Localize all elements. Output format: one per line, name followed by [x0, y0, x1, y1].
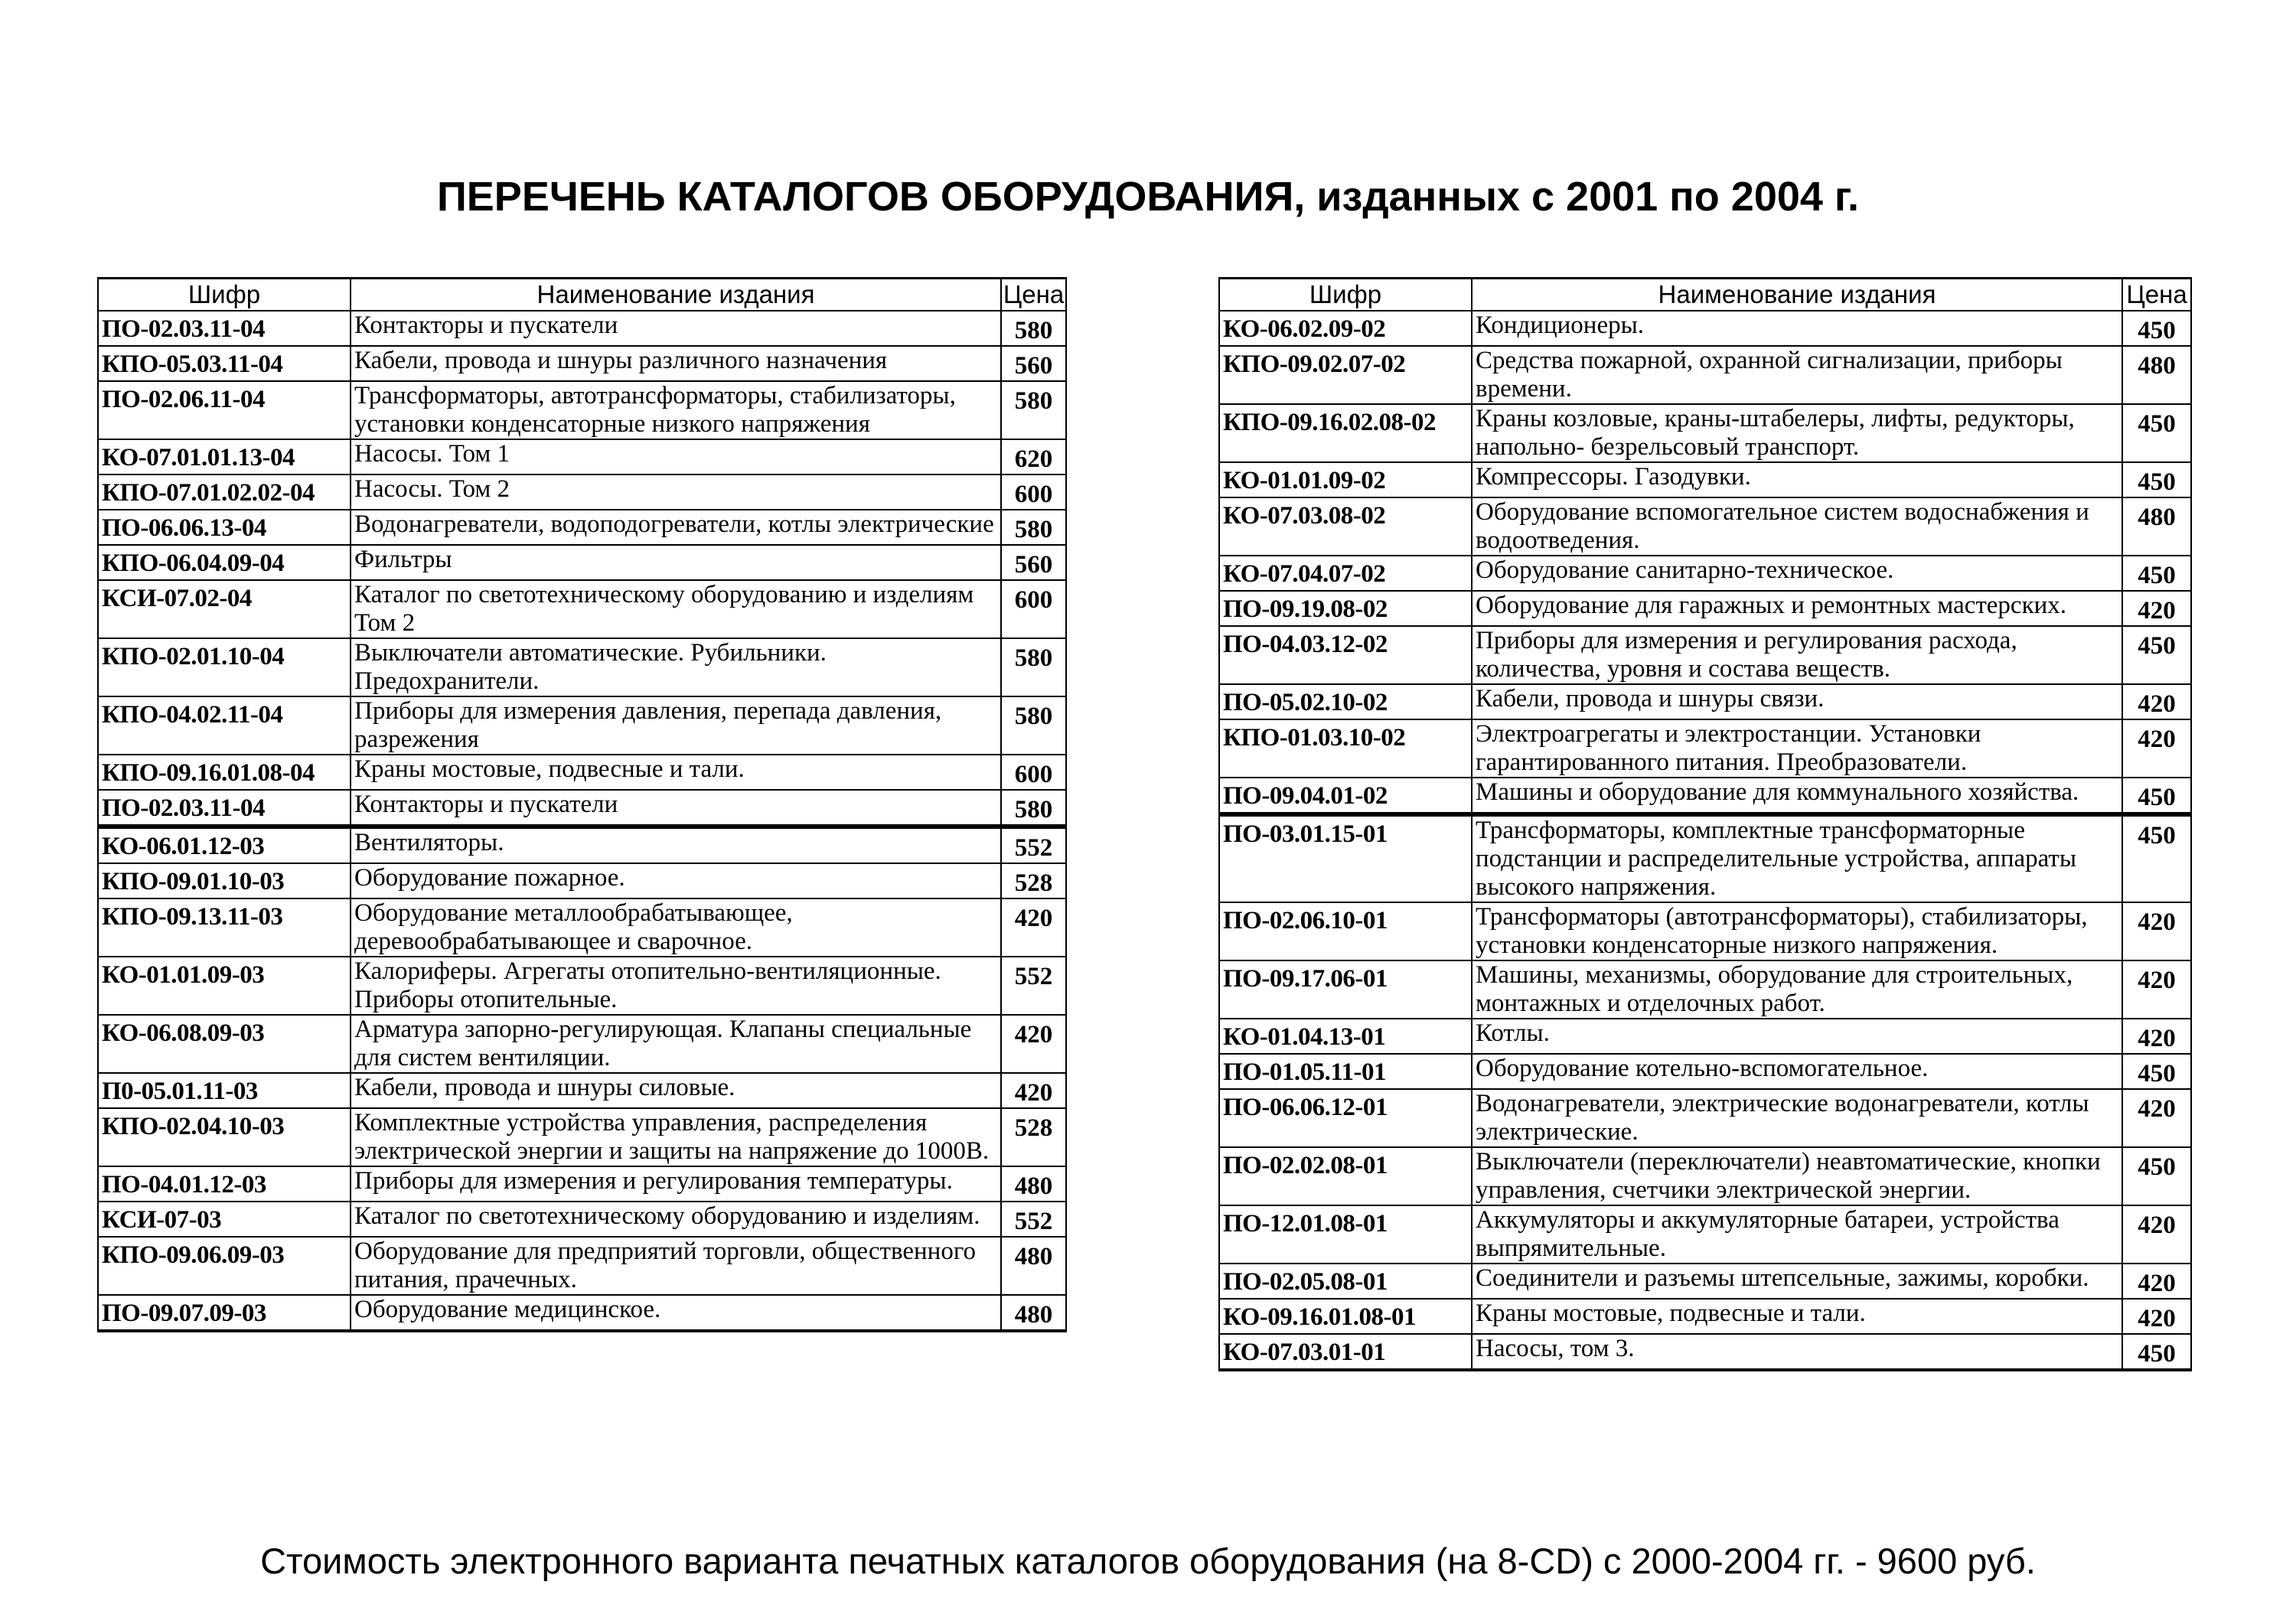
catalog-code: ПО-02.06.11-04	[98, 381, 351, 439]
catalog-name: Насосы, том 3.	[1472, 1334, 2122, 1370]
catalog-code: П0-05.01.11-03	[98, 1073, 351, 1108]
table-row	[1219, 1089, 2191, 1147]
table-row	[98, 1237, 1066, 1295]
catalog-name: Трансформаторы (автотрансформаторы), стабилизаторы, установки конденсаторные низкого напряжения.	[1472, 902, 2122, 960]
catalog-code: КПО-04.02.11-04	[98, 696, 351, 755]
catalog-name: Приборы для измерения и регулирования температуры.	[351, 1166, 1001, 1202]
catalog-code: КО-07.04.07-02	[1219, 556, 1472, 591]
catalog-code: ПО-02.03.11-04	[98, 311, 351, 346]
catalog-price: 450	[2122, 556, 2191, 591]
table-row	[1219, 1054, 2191, 1089]
catalog-code: КО-06.08.09-03	[98, 1015, 351, 1073]
catalog-name: Оборудование для предприятий торговли, общественного питания, прачечных.	[351, 1237, 1001, 1295]
catalog-price: 420	[2122, 1299, 2191, 1334]
catalog-price: 600	[1001, 755, 1066, 790]
catalog-code: КПО-09.13.11-03	[98, 898, 351, 957]
catalog-code: КПО-09.16.02.08-02	[1219, 404, 1472, 462]
catalog-name: Каталог по светотехническому оборудованию и изделиям.	[351, 1202, 1001, 1237]
catalog-table-right	[1218, 277, 2192, 1371]
catalog-name: Оборудование металлообрабатывающее, деревообрабатывающее и сварочное.	[351, 898, 1001, 957]
catalog-price: 552	[1001, 1202, 1066, 1237]
catalog-code: КО-07.03.08-02	[1219, 497, 1472, 556]
table-row	[98, 1202, 1066, 1237]
catalog-name: Контакторы и пускатели	[351, 311, 1001, 346]
table-row	[98, 1295, 1066, 1331]
catalog-price: 580	[1001, 311, 1066, 346]
catalog-code: КО-07.03.01-01	[1219, 1334, 1472, 1370]
catalog-code: КПО-06.04.09-04	[98, 545, 351, 580]
catalog-code: КО-01.01.09-02	[1219, 462, 1472, 497]
catalog-price: 420	[2122, 1205, 2191, 1264]
table-row	[98, 790, 1066, 827]
catalog-code: ПО-02.06.10-01	[1219, 902, 1472, 960]
catalog-table-left	[97, 277, 1067, 1332]
catalog-name: Оборудование для гаражных и ремонтных мастерских.	[1472, 591, 2122, 626]
catalog-code: КПО-09.01.10-03	[98, 863, 351, 898]
catalog-code: КО-01.01.09-03	[98, 957, 351, 1015]
catalog-name: Оборудование медицинское.	[351, 1295, 1001, 1331]
catalog-price: 420	[2122, 902, 2191, 960]
catalog-code: КПО-09.06.09-03	[98, 1237, 351, 1295]
catalog-name: Оборудование котельно-вспомогательное.	[1472, 1054, 2122, 1089]
catalog-price: 420	[2122, 960, 2191, 1019]
catalog-name: Приборы для измерения давления, перепада давления, разрежения	[351, 696, 1001, 755]
table-row	[1219, 556, 2191, 591]
catalog-code: ПО-09.07.09-03	[98, 1295, 351, 1331]
catalog-name: Приборы для измерения и регулирования расхода, количества, уровня и состава веществ.	[1472, 626, 2122, 684]
catalog-name: Средства пожарной, охранной сигнализации, приборы времени.	[1472, 346, 2122, 404]
table-row	[1219, 1264, 2191, 1299]
catalog-code: КПО-01.03.10-02	[1219, 719, 1472, 778]
footer-note: Стоимость электронного варианта печатных каталогов оборудования (на 8-CD) с 2000-2004 гг. - 9600 руб.	[260, 1541, 2036, 1581]
catalog-code: ПО-09.19.08-02	[1219, 591, 1472, 626]
table-row	[98, 1015, 1066, 1073]
catalog-code: ПО-02.03.11-04	[98, 790, 351, 827]
catalog-code: КО-07.01.01.13-04	[98, 439, 351, 474]
header-price: Цена	[2122, 279, 2191, 311]
table-row	[1219, 1205, 2191, 1264]
table-row	[1219, 462, 2191, 497]
catalog-code: КО-06.02.09-02	[1219, 311, 1472, 346]
catalog-price: 552	[1001, 957, 1066, 1015]
table-row	[1219, 404, 2191, 462]
header-code: Шифр	[98, 279, 351, 311]
catalog-price: 450	[2122, 462, 2191, 497]
table-row	[1219, 1147, 2191, 1205]
catalog-code: ПО-04.01.12-03	[98, 1166, 351, 1202]
header-name: Наименование издания	[1472, 279, 2122, 311]
catalog-price: 580	[1001, 381, 1066, 439]
table-row	[98, 827, 1066, 863]
catalog-name: Вентиляторы.	[351, 827, 1001, 863]
catalog-price: 580	[1001, 696, 1066, 755]
catalog-price: 620	[1001, 439, 1066, 474]
header-code: Шифр	[1219, 279, 1472, 311]
catalog-code: ПО-06.06.13-04	[98, 510, 351, 545]
table-header-row	[98, 279, 1066, 311]
catalog-name: Насосы. Том 2	[351, 474, 1001, 510]
table-row	[1219, 778, 2191, 814]
catalog-name: Кабели, провода и шнуры различного назначения	[351, 346, 1001, 381]
catalog-name: Кабели, провода и шнуры связи.	[1472, 684, 2122, 719]
table-row	[98, 1108, 1066, 1166]
catalog-name: Кондиционеры.	[1472, 311, 2122, 346]
table-row	[98, 439, 1066, 474]
catalog-price: 420	[2122, 684, 2191, 719]
table-row	[1219, 497, 2191, 556]
catalog-code: КПО-02.04.10-03	[98, 1108, 351, 1166]
catalog-name: Контакторы и пускатели	[351, 790, 1001, 827]
catalog-price: 480	[1001, 1166, 1066, 1202]
table-row	[1219, 626, 2191, 684]
catalog-price: 450	[2122, 404, 2191, 462]
catalog-name: Оборудование вспомогательное систем водоснабжения и водоотведения.	[1472, 497, 2122, 556]
table-row	[98, 474, 1066, 510]
catalog-name: Соединители и разъемы штепсельные, зажимы, коробки.	[1472, 1264, 2122, 1299]
catalog-code: ПО-03.01.15-01	[1219, 814, 1472, 902]
catalog-name: Машины, механизмы, оборудование для строительных, монтажных и отделочных работ.	[1472, 960, 2122, 1019]
table-row	[98, 1073, 1066, 1108]
catalog-price: 600	[1001, 580, 1066, 638]
catalog-code: КПО-07.01.02.02-04	[98, 474, 351, 510]
table-row	[98, 638, 1066, 696]
header-price: Цена	[1001, 279, 1066, 311]
catalog-name: Котлы.	[1472, 1019, 2122, 1054]
catalog-code: ПО-09.04.01-02	[1219, 778, 1472, 814]
table-row	[1219, 814, 2191, 902]
table-header-row	[1219, 279, 2191, 311]
catalog-name: Арматура запорно-регулирующая. Клапаны специальные для систем вентиляции.	[351, 1015, 1001, 1073]
catalog-price: 480	[2122, 346, 2191, 404]
table-row	[1219, 719, 2191, 778]
table-row	[1219, 902, 2191, 960]
catalog-price: 420	[1001, 1015, 1066, 1073]
catalog-price: 420	[1001, 898, 1066, 957]
catalog-code: ПО-01.05.11-01	[1219, 1054, 1472, 1089]
catalog-name: Выключатели автоматические. Рубильники. Предохранители.	[351, 638, 1001, 696]
catalog-code: КПО-09.16.01.08-04	[98, 755, 351, 790]
catalog-name: Компрессоры. Газодувки.	[1472, 462, 2122, 497]
table-row	[98, 580, 1066, 638]
catalog-name: Электроагрегаты и электростанции. Установки гарантированного питания. Преобразователи.	[1472, 719, 2122, 778]
catalog-code: ПО-09.17.06-01	[1219, 960, 1472, 1019]
table-body-right	[1219, 311, 2191, 1370]
catalog-price: 420	[2122, 1264, 2191, 1299]
catalog-price: 450	[2122, 311, 2191, 346]
page-title: ПЕРЕЧЕНЬ КАТАЛОГОВ ОБОРУДОВАНИЯ, изданных с 2001 по 2004 г.	[436, 174, 1860, 220]
catalog-code: КО-06.01.12-03	[98, 827, 351, 863]
catalog-price: 420	[2122, 1019, 2191, 1054]
catalog-price: 580	[1001, 638, 1066, 696]
catalog-price: 580	[1001, 510, 1066, 545]
catalog-price: 528	[1001, 1108, 1066, 1166]
catalog-code: КПО-05.03.11-04	[98, 346, 351, 381]
catalog-price: 560	[1001, 545, 1066, 580]
catalog-name: Калориферы. Агрегаты отопительно-вентиляционные. Приборы отопительные.	[351, 957, 1001, 1015]
catalog-code: КСИ-07.02-04	[98, 580, 351, 638]
catalog-name: Машины и оборудование для коммунального хозяйства.	[1472, 778, 2122, 814]
catalog-name: Оборудование пожарное.	[351, 863, 1001, 898]
header-name: Наименование издания	[351, 279, 1001, 311]
table-row	[98, 696, 1066, 755]
catalog-name: Краны козловые, краны-штабелеры, лифты, редукторы, напольно- безрельсовый транспорт.	[1472, 404, 2122, 462]
catalog-code: ПО-02.02.08-01	[1219, 1147, 1472, 1205]
catalog-price: 450	[2122, 1147, 2191, 1205]
catalog-code: ПО-06.06.12-01	[1219, 1089, 1472, 1147]
catalog-name: Выключатели (переключатели) неавтоматические, кнопки управления, счетчики электрической энергии.	[1472, 1147, 2122, 1205]
table-row	[98, 346, 1066, 381]
catalog-name: Аккумуляторы и аккумуляторные батареи, устройства выпрямительные.	[1472, 1205, 2122, 1264]
table-row	[1219, 1334, 2191, 1370]
catalog-name: Фильтры	[351, 545, 1001, 580]
table-row	[98, 311, 1066, 346]
catalog-name: Кабели, провода и шнуры силовые.	[351, 1073, 1001, 1108]
catalog-price: 480	[1001, 1237, 1066, 1295]
catalog-price: 450	[2122, 626, 2191, 684]
catalog-name: Комплектные устройства управления, распределения электрической энергии и защиты на напряжение до 1000В.	[351, 1108, 1001, 1166]
catalog-code: ПО-12.01.08-01	[1219, 1205, 1472, 1264]
catalog-price: 480	[2122, 497, 2191, 556]
catalog-name: Трансформаторы, комплектные трансформаторные подстанции и распределительные устройства, аппараты высокого напряжения.	[1472, 814, 2122, 902]
catalog-name: Водонагреватели, водоподогреватели, котлы электрические	[351, 510, 1001, 545]
catalog-name: Оборудование санитарно-техническое.	[1472, 556, 2122, 591]
catalog-code: ПО-04.03.12-02	[1219, 626, 1472, 684]
catalog-price: 528	[1001, 863, 1066, 898]
table-row	[1219, 960, 2191, 1019]
table-row	[98, 1166, 1066, 1202]
catalog-price: 560	[1001, 346, 1066, 381]
catalog-name: Водонагреватели, электрические водонагреватели, котлы электрические.	[1472, 1089, 2122, 1147]
catalog-price: 450	[2122, 1054, 2191, 1089]
catalog-price: 450	[2122, 778, 2191, 814]
table-row	[1219, 1299, 2191, 1334]
table-row	[98, 863, 1066, 898]
catalog-price: 420	[2122, 719, 2191, 778]
catalog-price: 450	[2122, 814, 2191, 902]
table-row	[98, 957, 1066, 1015]
catalog-price: 480	[1001, 1295, 1066, 1331]
table-row	[98, 545, 1066, 580]
table-row	[98, 381, 1066, 439]
table-row	[1219, 684, 2191, 719]
catalog-name: Краны мостовые, подвесные и тали.	[1472, 1299, 2122, 1334]
catalog-code: ПО-05.02.10-02	[1219, 684, 1472, 719]
catalog-name: Насосы. Том 1	[351, 439, 1001, 474]
catalog-name: Краны мостовые, подвесные и тали.	[351, 755, 1001, 790]
catalog-code: КСИ-07-03	[98, 1202, 351, 1237]
table-row	[98, 510, 1066, 545]
catalog-price: 420	[2122, 1089, 2191, 1147]
catalog-price: 420	[1001, 1073, 1066, 1108]
table-row	[98, 755, 1066, 790]
catalog-name: Трансформаторы, автотрансформаторы, стабилизаторы, установки конденсаторные низкого напряжения	[351, 381, 1001, 439]
catalog-price: 420	[2122, 591, 2191, 626]
catalog-price: 450	[2122, 1334, 2191, 1370]
catalog-price: 552	[1001, 827, 1066, 863]
table-row	[1219, 346, 2191, 404]
table-row	[1219, 591, 2191, 626]
table-body-left	[98, 311, 1066, 1331]
table-row	[1219, 1019, 2191, 1054]
catalog-code: КПО-02.01.10-04	[98, 638, 351, 696]
catalog-code: КПО-09.02.07-02	[1219, 346, 1472, 404]
catalog-code: ПО-02.05.08-01	[1219, 1264, 1472, 1299]
catalog-code: КО-01.04.13-01	[1219, 1019, 1472, 1054]
table-row	[98, 898, 1066, 957]
catalog-code: КО-09.16.01.08-01	[1219, 1299, 1472, 1334]
catalog-price: 580	[1001, 790, 1066, 827]
catalog-name: Каталог по светотехническому оборудованию и изделиям Том 2	[351, 580, 1001, 638]
catalog-price: 600	[1001, 474, 1066, 510]
table-row	[1219, 311, 2191, 346]
